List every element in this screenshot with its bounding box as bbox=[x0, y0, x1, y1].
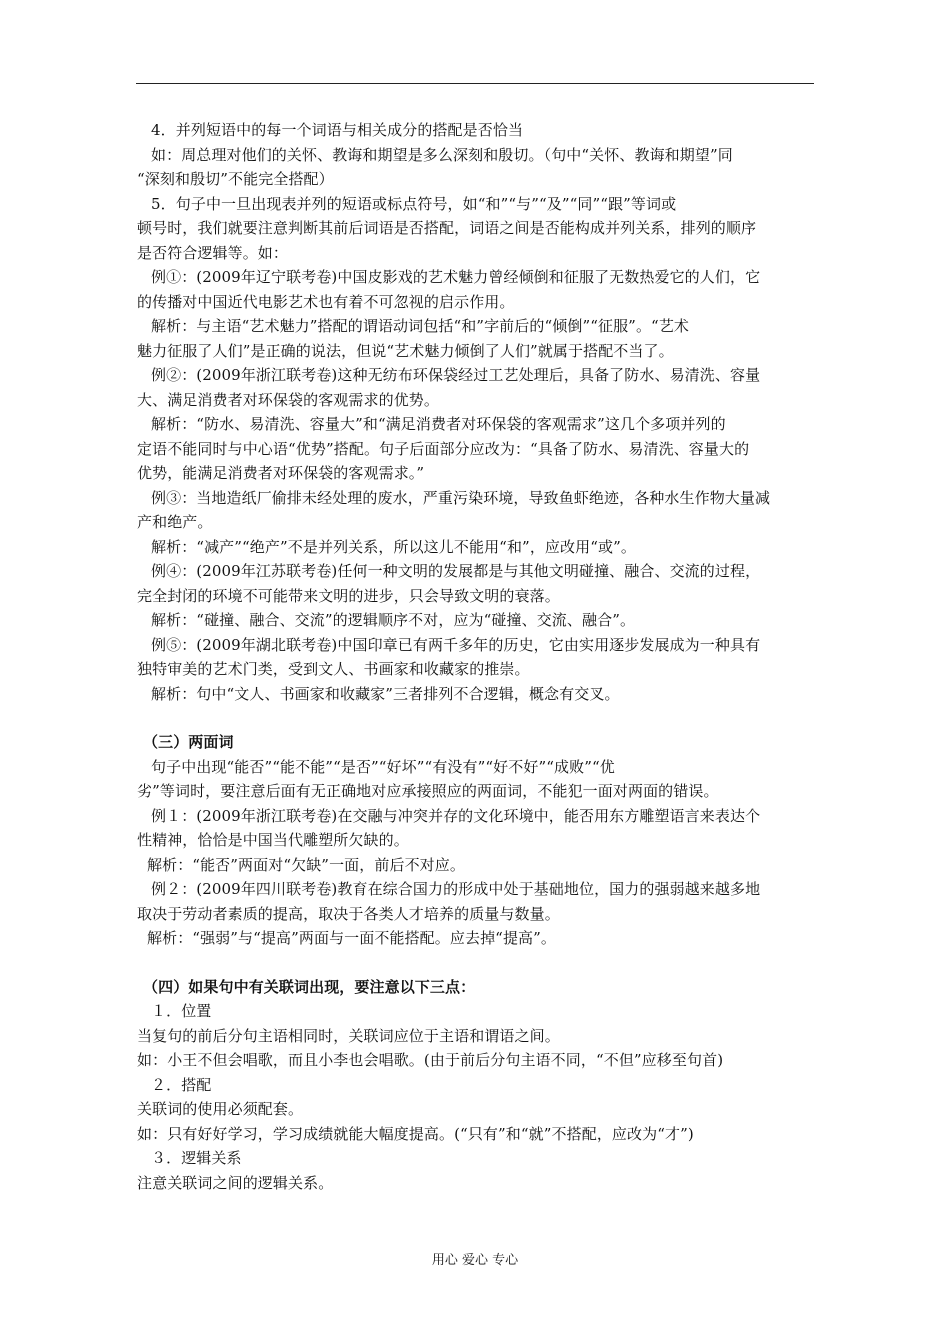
text-line: 如：小王不但会唱歌，而且小李也会唱歌。(由于前后分句主语不同，“不但”应移至句首) bbox=[137, 1051, 724, 1069]
text-line: 5．句子中一旦出现表并列的短语或标点符号，如“和”“与”“及”“同”“跟”等词或 bbox=[151, 194, 677, 213]
text-line: 例④：(2009年江苏联考卷)任何一种文明的发展都是与其他文明碰撞、融合、交流的过程， bbox=[151, 562, 761, 580]
text-line: 劣”等词时，要注意后面有无正确地对应承接照应的两面词，不能犯一面对两面的错误。 bbox=[137, 782, 719, 800]
text-line: 魅力征服了人们”是正确的说法，但说“艺术魅力倾倒了人们”就属于搭配不当了。 bbox=[137, 341, 674, 360]
text-line: 解析：与主语“艺术魅力”搭配的谓语动词包括“和”字前后的“倾倒”“征服”。“艺术 bbox=[151, 317, 690, 335]
text-line: 例①：(2009年辽宁联考卷)中国皮影戏的艺术魅力曾经倾倒和征服了无数热爱它的人们，它 bbox=[151, 268, 761, 286]
text-line: 性精神，恰恰是中国当代雕塑所欠缺的。 bbox=[137, 831, 409, 849]
text-line: 独特审美的艺术门类，受到文人、书画家和收藏家的推崇。 bbox=[137, 660, 530, 678]
text-line: 关联词的使用必须配套。 bbox=[137, 1100, 304, 1118]
text-line: 解析：“减产”“绝产”不是并列关系，所以这儿不能用“和”，应改用“或”。 bbox=[151, 537, 636, 556]
text-line: 例２：(2009年四川联考卷)教育在综合国力的形成中处于基础地位，国力的强弱越来越多地 bbox=[151, 880, 761, 898]
text-line: 顿号时，我们就要注意判断其前后词语是否搭配，词语之间是否能构成并列关系，排列的顺序 bbox=[137, 219, 757, 237]
page-footer: 用心 爱心 专心 bbox=[431, 1253, 519, 1268]
text-line: 解析：“防水、易清洗、容量大”和“满足消费者对环保袋的客观需求”这几个多项并列的 bbox=[151, 415, 726, 433]
text-line: １．位置 bbox=[151, 1002, 212, 1020]
section-heading: （三）两面词 bbox=[143, 733, 234, 751]
text-line: 4．并列短语中的每一个词语与相关成分的搭配是否恰当 bbox=[151, 121, 524, 139]
paragraph-gap bbox=[137, 951, 817, 975]
text-line: ３．逻辑关系 bbox=[151, 1149, 242, 1167]
text-line: 取决于劳动者素质的提高，取决于各类人才培养的质量与数量。 bbox=[137, 904, 560, 923]
text-line: 解析：“强弱”与“提高”两面与一面不能搭配。应去掉“提高”。 bbox=[147, 929, 557, 947]
paragraph-gap bbox=[137, 706, 817, 730]
section-heading: （四）如果句中有关联词出现，要注意以下三点： bbox=[143, 977, 476, 996]
text-line: 解析：句中“文人、书画家和收藏家”三者排列不合逻辑，概念有交叉。 bbox=[151, 684, 620, 703]
text-line: 例②：(2009年浙江联考卷)这种无纺布环保袋经过工艺处理后，具备了防水、易清洗、容量 bbox=[151, 366, 761, 384]
text-line: 如：周总理对他们的关怀、教诲和期望是多么深刻和殷切。（句中“关怀、教诲和期望”同 bbox=[151, 145, 733, 164]
text-line: 解析：“碰撞、融合、交流”的逻辑顺序不对，应为“碰撞、交流、融合”。 bbox=[151, 611, 636, 629]
text-line: 句子中出现“能否”“能不能”“是否”“好坏”“有没有”“好不好”“成败”“优 bbox=[151, 757, 615, 776]
text-line: 如：只有好好学习，学习成绩就能大幅度提高。(“只有”和“就”不搭配，应改为“才”) bbox=[137, 1124, 694, 1143]
text-line: ２．搭配 bbox=[151, 1075, 212, 1094]
document-body bbox=[137, 118, 817, 1195]
header-rule bbox=[136, 83, 814, 84]
text-line: 例⑤：(2009年湖北联考卷)中国印章已有两千多年的历史，它由实用逐步发展成为一种具有 bbox=[151, 635, 761, 654]
text-line: “深刻和殷切”不能完全搭配） bbox=[137, 170, 334, 188]
text-line: 定语不能同时与中心语“优势”搭配。句子后面部分应改为：“具备了防水、易清洗、容量大的 bbox=[137, 439, 750, 458]
text-line: 的传播对中国近代电影艺术也有着不可忽视的启示作用。 bbox=[137, 292, 515, 311]
text-line: 大、满足消费者对环保袋的客观需求的优势。 bbox=[137, 390, 440, 409]
text-line: 注意关联词之间的逻辑关系。 bbox=[137, 1173, 334, 1192]
text-line: 完全封闭的环境不可能带来文明的进步，只会导致文明的衰落。 bbox=[137, 586, 560, 605]
text-line: 产和绝产。 bbox=[137, 513, 213, 531]
text-line: 当复句的前后分句主语相同时，关联词应位于主语和谓语之间。 bbox=[137, 1026, 560, 1045]
text-line: 优势，能满足消费者对环保袋的客观需求。” bbox=[137, 464, 425, 482]
text-line: 例③：当地造纸厂偷排未经处理的废水，严重污染环境，导致鱼虾绝迹，各种水生作物大量减 bbox=[151, 488, 771, 507]
text-line: 例１：(2009年浙江联考卷)在交融与冲突并存的文化环境中，能否用东方雕塑语言来表达个 bbox=[151, 806, 761, 825]
text-line: 解析：“能否”两面对“欠缺”一面，前后不对应。 bbox=[147, 855, 465, 874]
text-line: 是否符合逻辑等。如： bbox=[137, 243, 289, 262]
